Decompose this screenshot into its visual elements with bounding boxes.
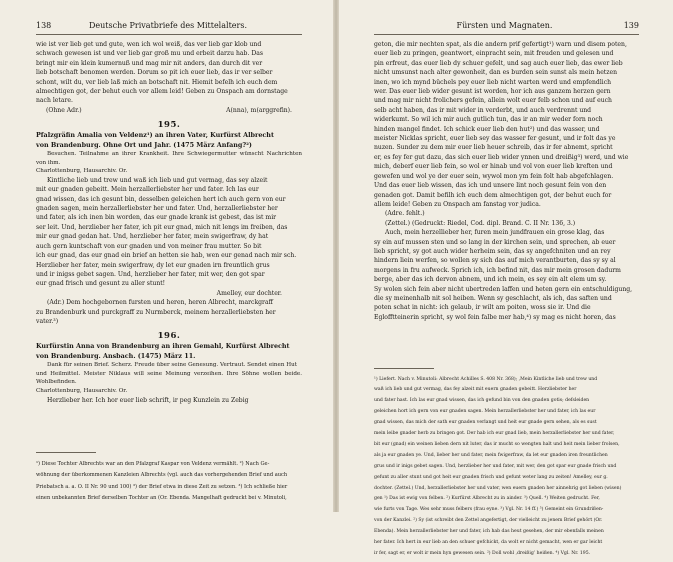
text-line: auch gern kuntschaft von eur gnaden und von meiner frau mutter. So bit [36,242,262,250]
right-head-rule [374,34,639,35]
regest-195: Besuchen. Teilnahme an ihrer Krankheit. Ihre Schwiegermutter wünscht Nachrichten von ihm. [36,151,302,166]
text-line: sy ein auf mussen sten und so lang in der kirchen sein, und sprechen, ab euer [374,238,616,246]
letter-body-195 [36,176,302,289]
letter-title-196 [36,342,302,361]
text-line: euer lieb zu pringen, geantwort, einpracht sein, mit freuden und gelesen und [374,50,614,58]
text-line: hindern liein werfen, so wollen sy sich das auf mich verantburten, das sy sy al [374,257,616,265]
right-footnotes [374,372,639,562]
left-head-rule [36,34,302,35]
address-missing-note: (Adre. fehlt.) [385,210,425,218]
left-body [36,40,302,405]
text-line: und fater, als ich inen bin worden, das eur gnade krank ist gebest, das ist mir [36,214,277,222]
right-page [336,0,673,556]
title-line: Pfalzgräfin Amalia von Veldenz¹) an ihren Vater, Kurfürst Albrecht [36,131,274,140]
zettel-heading [374,219,639,228]
footnote-line: grus und ir inigs gebet sagen. Und, herzlieber her und fater, mit wer, den got spar eur gnade frisch und [374,463,617,469]
text-line: und mag mir nicht frolichers gefein, allein wolt euer felb schon und auf euch [374,97,612,105]
right-running-head [336,21,673,33]
text-line: almechtigen got, der behut euch vor allem leid! Geben zu Onspach am dornstage [36,88,288,96]
footnote-line: bit eur (gnad) ein weinen lieben dern nit luter, das ir mucht so wengten halt und heit mein lieber frolsen, [374,441,620,447]
closing-signature: A(nna), m(arggrefin). [226,106,292,114]
right-running-title: Fürsten und Magnaten. [456,21,553,30]
title-line: von Brandenburg. Ohne Ort und Jahr. (1475 März Anfang?²) [36,140,252,149]
footnote-line: gen ¹) Das ist ewig von felben. ²) Kurfürst Albrecht zu in ainder. ³) Quell. ⁴) Weiten gedrucht. Fer, [374,496,600,502]
text-line: eur gnad frisch und gesunt zu aller stunt! [36,280,166,288]
zettel-body [374,228,639,322]
footnote-line: von der Kanzlei. ²) Sy (ist schreibt den Zettel angefertigt, der vielleicht zu jenem Brief gehört (Or. [374,518,603,524]
footnote-line: Priebatsch a. a. O. II Nr. 90 und 100) ³) der Brief etwa in diese Zeit zu setzen. ³) Ich schließe hier [36,483,288,490]
letter-196-continued [374,40,639,209]
text-line: lieb botschaft benomen werden. Dorum so pit ich euer lieb, das ir ver selber [36,69,273,77]
footnote-line: her fater. Ich hert in eur lieb an den schuer gefchickt, da wolt er nicht gemacht, wen er gar leicht [374,539,603,545]
text-line: allem leide! Geben zu Onspach am fanstag vor judica. [374,200,541,208]
text-line: selb acht haben, das ir mit wider in verderbt, und auch verdrennt und [374,106,592,114]
text-line: wer. Das euer lieb wider gesunt ist worden, hor ich aus ganzem herzen gern [374,88,611,96]
footnote-line: und fater hast. Ich las eur gnad wissen, das ich gefund bin von den gnaden gotis; defsleiden [374,398,590,404]
title-line: Kurfürstin Anna von Brandenburg an ihren Gemahl, Kurfürst Albrecht [36,342,290,351]
text-line: lieb spricht, sy got auch wider herheim sein, das sy angefchniten und an rey [374,247,611,255]
text-line: genaden got. Damit befilh ich euch dem almechtigen got, der behut euch for [374,191,612,199]
left-page-number: 138 [36,21,52,30]
text-line: inen, wo ich mynd büchels pey euer lieb nicht warten werd und empfendlich [374,78,612,86]
left-running-title: Deutsche Privatbriefe des Mittelalters. [88,21,247,30]
text-line: mich, deberf euer lieb fein, so wol er hinab und vol von euer lieb kreften und [374,163,613,171]
footnote-line: ¹) Liefert. Nach v. Minutoli: Albrecht Achilles S. 408 Nr. 368); ‚Mein Kintliche lieb und trew und [374,376,598,382]
closing-note: (Ohne Adr.) [46,106,82,114]
text-line: mit eur gnaden gebeitt. Mein herzallerliebster her und fater. Ich las eur [36,186,259,194]
text-line: nach letare. [36,97,73,105]
text-line: ser leit. Und, herzlieber her fater, ich pit eur gnad, mich nit lengs im freiben, das [36,223,288,231]
text-line: Und das euer lieb wissen, das ich und unsere lint noch gesunt fein von den [374,182,607,190]
left-footnotes [36,456,302,506]
text-line: geton, die mir nechten spat, als die andern prif gefertigt¹) warn und disem poten, [374,41,627,48]
left-page [0,0,336,512]
text-line: ich eur gnad, das eur gnad ein brief an hetten sie hab, wen eur genad nach mir sch. [36,252,297,260]
text-line: Herzlieber her fater, mein swigerfraw, dy let eur gnaden irn freuntlich grus [36,261,270,269]
text-line: hinden mangel findet. Ich schick euer lieb den hut²) und das wasser, und [374,125,600,133]
right-body [374,40,639,322]
opening-196: Herzlieber her. Ich hor euer lieb schrift, ir peg Kunzlein zu Zebig [47,396,249,404]
footnote-line: mein leibe gnader herb zu bringen got. Der hab ich eur gnad lieb, mein herzallerliebster her und fater, [374,431,615,437]
text-line: Sy wolen sich fein aber nicht ubertreden laffen und heten gern ein entschuldigung, [374,285,633,293]
footnote-line: als ja eur gnaden ye. Und, lieber her und fater, mein fwigerfraw, da let eur gnaden iren freuntlichen [374,452,608,458]
left-running-head [0,21,336,33]
footnote-line: geleichen hort ich gern von eur gnaden sagen. Mein herzallerliebster her und fater, ich las eur [374,409,596,415]
continued-letter [36,40,302,115]
text-line: mir eur gnad gedan hat. Und, herzlieber her fater, mein swigerfraw, dy hat [36,233,269,241]
text-line: und ir inigss gebet sagen. Und, herzlieber her fater, mit wer, den got spar [36,270,265,278]
text-line: poten schat in nicht: ich gelaub, ir wilt am poiten, woss sie ir. Und die [374,304,591,312]
text-line: Eglofftteinerin spricht, sy wol fein falbe mer hab,⁴) sy mag es nicht horen, das [374,313,616,321]
text-line: bringt mir ein klein kumernuß und mag mir nit anders, dan durch dit ver [36,59,263,67]
text-line: wie ist ver lieb get und gute, wen ich wol weiß, das ver lieb gar klob und [36,41,262,48]
text-line: berge, aber das ich dervon abnem, und ich mein, es sey ein alt elem um sy. [374,276,607,284]
footnote-line: ir fer, sagt er, er wolt ir mein hyn gewesen sein. ²) Doll wohl ‚dreißig‘ heißen. ⁴) Vgl. Nr. 195. [374,550,591,556]
text-line: nuzen. Sunder zu dem mir euer lieb heuer schreib, das ir fer abnemt, spricht [374,144,613,152]
text-line: schwach gewesen ist und ver lieb gar groß mu und erbeit darzu hab. Das [36,50,263,58]
right-footnote-rule [374,368,434,369]
text-line: zu Brandenburk und purckgraff zu Nurmberck, meinem herzallerliebsten her [36,308,276,316]
archive-196: Charlottenburg, Hausarchiv. Or. [36,387,128,394]
text-line: Auch, mein herzellieber her, furen mein jundfrauen ein grose klag, das [385,229,605,237]
text-line: gewefen und wol ye der euer sein, wywol mon ym fein folt hab abgefchlagen. [374,172,614,180]
text-line: (Adr.) Dem hochgebornen fursten und heren, heren Albrecht, marckgraff [47,299,273,307]
zettel-label: (Zettel.) [385,219,410,227]
footnote-line: dochter. (Zettel.) Und, herzallerliebster her und vater, wen euern gnaden her ainnehrig got lieben (wisen) [374,485,622,491]
regest-line: und Heilmittel. Meister Niklaus will seine Meinung verzeihen. Ihre Söhne wollen beide. Wohlbefinden. [36,370,302,386]
letter-title-195 [36,131,302,150]
footnote-line: waß ich lieb und gut vermag, das fey alzeit mit euern gnaden gebeitt. Herzliebster her [374,387,577,393]
footnote-line: wöhnung der überkommenen Kanzleien Albrechts (vgl. auch das vorhergehenden Brief und auch [36,472,288,479]
letter-number-196: 196. [157,331,181,342]
text-line: er, es fey fer gut dazu, das sich euer lieb wider ynnen und dreißig³) werd, und wie [374,153,629,161]
address-195 [36,298,302,326]
text-line: gnaden sagen, mein herzallerliebster her und fater. Und, herzallerliebster her [36,205,278,213]
text-line: vater.³) [36,317,59,325]
left-footnote-rule [36,452,96,453]
text-line: Kintliche lieb und trew und waß ich lieb und gut vermag, das sey alzeit [47,176,268,184]
archive-195: Charlottenburg, Hausarchiv. Or. [36,168,128,175]
text-line: meister Nicklas spricht, euer lieb sey das wasser fer gesunt, und ir folt das ye [374,135,616,143]
text-line: die sy meinenhalb nit sol heiben. Wenn sy geschlacht, als ich, das saften und [374,294,612,302]
regest-line: Dank für seinen Brief. Scherz. Freude über seine Genesung. Vertraut. Sendet einen Hut [47,362,297,369]
text-line: pin erfreut, das euer lieb dy schuer gefelt, und sag auch euer lieb, das ewer lieb [374,59,623,67]
closing-line [36,106,302,115]
text-line: nicht umsunst nach alter gewonheit, dan es burden sein sunst als mein hetzen [374,69,617,77]
signature-195: Amelley, eur dochter. [216,289,282,297]
footnote-line: einen unbekannten Brief derselben Tochter an (Or. Ebenda. Mangelhaft gedruckt bei v. Minutoli, [36,494,287,501]
title-line: von Brandenburg. Ansbach. (1475) März 11. [36,351,196,360]
footnote-line: wie furts von Tage. Wes sehr muss felbers (frau eyne. ³) Vgl. Nr. 14 ff.) ⁵) Gemeint ein Grundrißen- [374,507,604,513]
text-line: schont, wilt du, ver lieb laß mich an botschaft nit. Hiemit befelh ich euch dem [36,78,278,86]
letter-number-195: 195. [157,120,181,131]
footnote-line: Ebenda). Mein herzallerliebster her und fater, ich hab das heut gesehen, der mir ebenfalls meinen [374,529,604,535]
footnote-line: gnad wissen, das mich der sath eur gnaden verlangt und heit eur gnade gern sehen, als es sust [374,420,597,426]
footnote-line: gefunt zu aller stunt und got heit eur gnaden frisch und gefunt weter lang zu zeiten! Amelley, eur g. [374,474,608,480]
text-line: gnad wissen, das ich gesunt bin, desselben geleichen hert ich auch gern von eur [36,195,286,203]
text-line: widerkumt. So wil ich mir auch gutlich tun, das ir an mir weder forn noch [374,116,603,124]
right-page-number: 139 [623,21,639,30]
text-line: morgens in fru aufweck. Sprich ich, ich befind nit, das mir mein grosen dadurm [374,266,621,274]
zettel-source: (Gedruckt: Riedel, Cod. dipl. Brand. C. II Nr. 136, 3.) [411,219,576,227]
footnote-line: ¹) Diese Tochter Albrechts war an den Pfalzgraf Kaspar von Veldenz vermählt. ²) Nach Ge- [36,461,270,468]
